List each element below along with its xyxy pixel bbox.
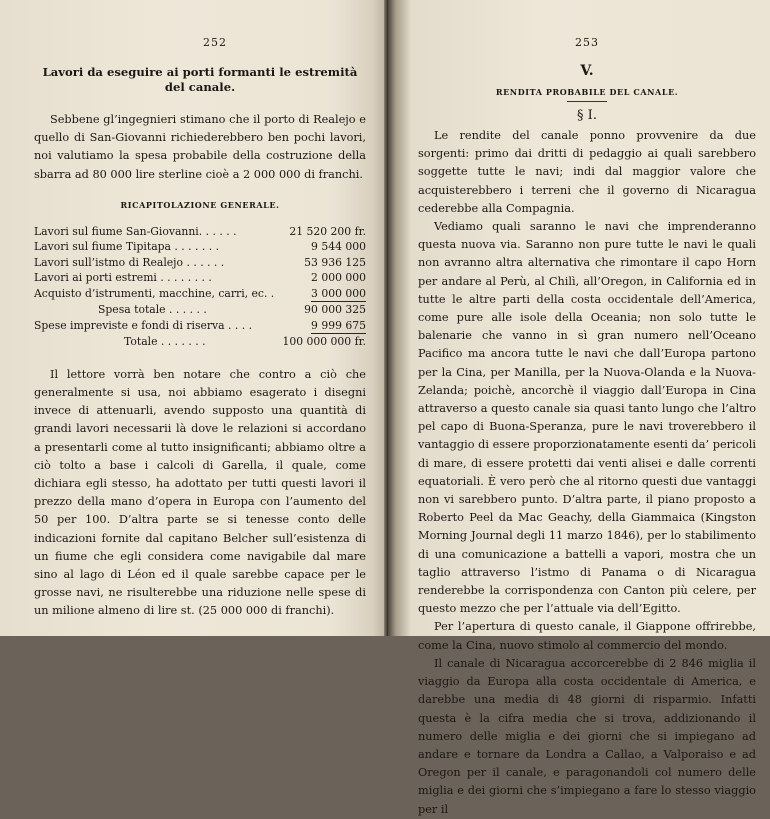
recap-row-total xyxy=(34,334,366,350)
recap-label: Spese impreviste e fondi di riserva . . . . xyxy=(34,318,253,332)
paragraph-japan: Per l’apertura di questo canale, il Giappone offrirebbe, come la Cina, nuovo stimolo al commercio del mondo. xyxy=(418,620,756,652)
recap-row xyxy=(34,239,366,255)
paragraph-distance: Il canale di Nicaragua accorcerebbe di 2 846 miglia il viaggio da Europa alla costa occidentale di America, e darebbe una media di 48 giorni di risparmio. Infatti questa è la cifra media che si trova, addizionando il numero delle miglia e dei giorni che si impiegano ad andare e tornare da Londra a Callao, a Valporaiso e ad Oregon per il canale, e paragonandoli col numero delle miglia e dei giorni che s’impiegano a fare lo stesso viaggio per il xyxy=(418,656,756,816)
left-page xyxy=(0,0,388,636)
recap-label: Lavori sul fiume Tipitapa . . . . . . . xyxy=(34,240,220,254)
recap-row xyxy=(34,255,366,271)
recap-label: Acquisto d’istrumenti, macchine, carri, ec. . xyxy=(34,286,275,300)
divider xyxy=(567,101,607,102)
section-mark: § I. xyxy=(577,108,597,123)
recap-label: Lavori sull’istmo di Realejo . . . . . . xyxy=(34,255,225,269)
recap-label: Lavori ai porti estremi . . . . . . . . xyxy=(34,271,212,285)
recap-value: 21 520 200 fr. xyxy=(289,224,366,238)
page-number-left: 252 xyxy=(203,36,227,49)
recap-row xyxy=(34,286,366,303)
recap-value: 100 000 000 fr. xyxy=(282,335,366,349)
paragraph-ships: Vediamo quali saranno le navi che imprenderanno questa nuova via. Saranno non pure tutte le navi le quali non avranno altra alternativa che rimontare il capo Horn per andare al Perù, al Chilì, all’Oregon, in California ed in tutte le altre parti della costa occidentale dell’America, come pure alle isole della Oceania; non solo tutte le balenarie che vanno in sì gran numero nell’Oceano Pacifico ma ancora tutte le navi che dall’Europa partono per la Cina, per Manilla, per la Nuova-Olanda e la Nuova-Zelanda; poichè, ancorchè il viaggio dall’Europa in Cina attraverso a questo canale sia quasi tanto lungo che l’altro pel capo di Buona-Speranza, pure le navi troverebbero il vantaggio di essere proporzionatamente esenti da’ pericoli di mare, di essere protetti dai venti alisei e dalle correnti equatoriali. È vero però che al ritorno questi due vantaggi non vi sarebbero punto. D’altra parte, il piano proposto a Roberto Peel da Mac Geachy, della Giammaica (Kingston Morning Journal degli 11 marzo 1846), per lo stabilimento di una comunicazione a battelli a vapori, mostra che un taglio attraverso l’istmo di Panama o di Nicaragua renderebbe la corrispondenza con Canton più celere, per questo mezzo che per l’attuale via dell’Egitto. xyxy=(418,220,756,616)
recap-value: 9 544 000 xyxy=(311,240,366,254)
recap-value-underlined: 9 999 675 xyxy=(311,318,366,335)
recap-table xyxy=(34,224,366,350)
recap-value: 90 000 325 xyxy=(304,303,366,317)
recap-value-underlined: 3 000 000 xyxy=(311,286,366,303)
recap-label: Spesa totale . . . . . . xyxy=(98,303,207,317)
chapter-number: V. xyxy=(580,63,594,79)
recap-label: Lavori sul fiume San-Giovanni. . . . . . xyxy=(34,224,237,238)
chapter-title: RENDITA PROBABILE DEL CANALE. xyxy=(495,87,679,97)
recap-value xyxy=(280,318,366,335)
recap-value xyxy=(280,286,366,303)
recap-value: 53 936 125 xyxy=(304,255,366,269)
recap-heading: RICAPITOLAZIONE GENERALE. xyxy=(120,199,280,210)
paragraph-reader-note: Il lettore vorrà ben notare che contro a ciò che generalmente si usa, noi abbiamo esagerato i disegni invece di attenuarli, avendo supposto una quantità di grandi lavori necessarii là dove le relazioni si accordano a presentarli come al tutto insignificanti; abbiamo oltre a ciò tolto a base i calcoli di Garella, il quale, come dichiara egli stesso, ha adottato per tutti questi lavori il prezzo della mano d’opera in Europa con l’aumento del 50 per 100. D’altra parte se si tenesse conto delle indicazioni fornite dal capitano Belcher sull’esistenza di un fiume che egli considera come navigabile dal mare sino al lago di Léon ed il quale sarebbe capace per le grosse navi, ne risulterebbe una riduzione nelle spese di un milione almeno di lire st. (25 000 000 di franchi). xyxy=(34,367,366,618)
paragraph-revenue-sources: Le rendite del canale ponno provvenire da due sorgenti: primo dai dritti di pedaggio ai quali sarebbero soggette tutte le navi; indi dal maggior valore che acquisterebbero i terreni che il governo di Nicaragua cederebbe alla Compagnia. xyxy=(418,129,756,215)
recap-row xyxy=(34,270,366,286)
recap-label: Totale . . . . . . . xyxy=(124,335,206,349)
paragraph-estimate: Sebbene gl’ingegnieri stimano che il porto di Realejo e quello di San-Giovanni richiederebbero ben pochi lavori, noi valutiamo la spesa probabile della costruzione della sbarra ad 80 000 lire sterline cioè a 2 000 000 di franchi. xyxy=(34,113,366,181)
recap-row xyxy=(34,224,366,240)
recap-value: 2 000 000 xyxy=(311,271,366,285)
recap-row xyxy=(34,318,366,335)
recap-row-subtotal xyxy=(34,302,366,318)
section-title-left: Lavori da eseguire ai porti formanti le estremità del canale. xyxy=(42,65,358,94)
right-page xyxy=(388,0,770,816)
page-number-right: 253 xyxy=(575,36,599,49)
